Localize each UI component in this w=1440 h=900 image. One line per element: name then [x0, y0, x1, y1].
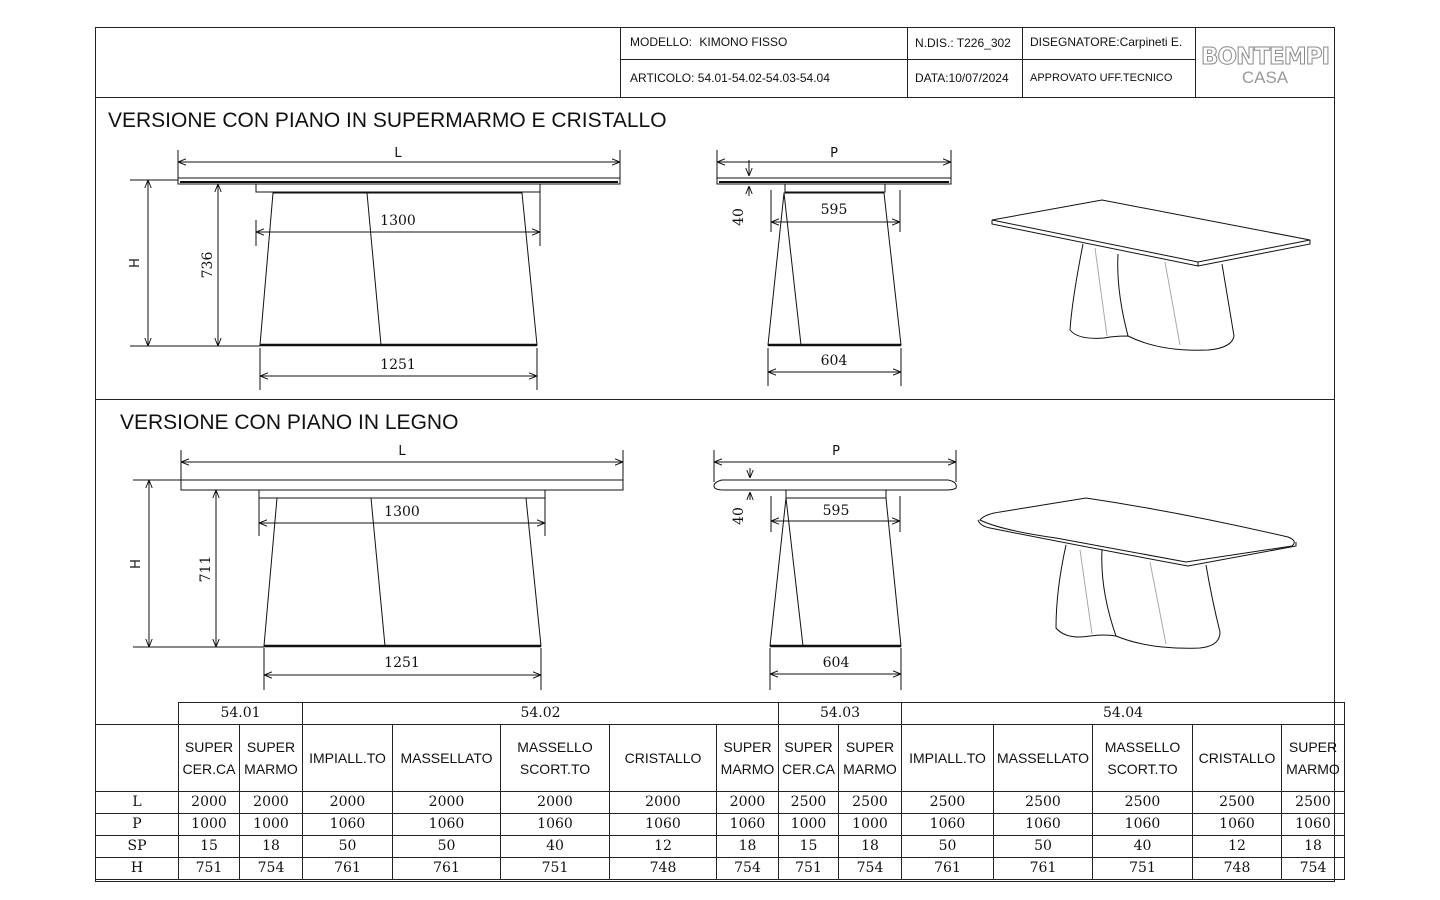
- table-cell: 2500: [779, 792, 839, 814]
- table-base: [770, 498, 901, 646]
- side-view-wood: [714, 450, 956, 690]
- side-top-width-value: 595: [820, 202, 848, 218]
- table-cell: 1060: [1282, 814, 1345, 836]
- table-cell: 50: [303, 836, 393, 858]
- table-cell: 1060: [393, 814, 501, 836]
- table-cell: 1060: [1193, 814, 1282, 836]
- table-cell: 751: [179, 858, 240, 880]
- table-cell: 12: [610, 836, 717, 858]
- table-cell: 18: [1282, 836, 1345, 858]
- perspective-view-wood: [978, 498, 1296, 648]
- approvato-field: APPROVATO UFF.TECNICO: [1030, 72, 1173, 84]
- table-cell: 761: [393, 858, 501, 880]
- table-cell: 12: [1193, 836, 1282, 858]
- depth-label: P: [832, 444, 840, 459]
- column-header-line: MARMO: [244, 761, 298, 777]
- data-field: DATA:10/07/2024: [915, 71, 1009, 85]
- height-label: H: [129, 559, 144, 569]
- section-title-wood: VERSIONE CON PIANO IN LEGNO: [120, 411, 459, 434]
- modello-label: MODELLO:: [630, 35, 693, 49]
- table-base: [264, 498, 541, 646]
- column-header-line: MARMO: [843, 761, 897, 777]
- ndis-field: N.DIS.: T226_302: [915, 36, 1011, 50]
- table-cell: 50: [393, 836, 501, 858]
- table-cell: 15: [779, 836, 839, 858]
- table-row: [96, 858, 1345, 880]
- side-top-width-value: 595: [822, 503, 850, 519]
- row-label: H: [96, 858, 179, 880]
- table-row: [96, 792, 1345, 814]
- table-frame: [259, 490, 545, 498]
- table-group-row: [96, 703, 1345, 725]
- table-cell: 761: [902, 858, 994, 880]
- column-header-line: MASSELLATO: [996, 750, 1090, 766]
- table-cell: 1000: [839, 814, 902, 836]
- column-header-line: SUPER: [184, 739, 234, 755]
- table-cell: 751: [779, 858, 839, 880]
- table-cell: 751: [1093, 858, 1193, 880]
- row-label: P: [96, 814, 179, 836]
- height-label: H: [128, 258, 143, 268]
- side-view-marble: [717, 150, 951, 386]
- table-cell: 748: [1193, 858, 1282, 880]
- thickness-value: 40: [731, 507, 747, 525]
- perspective-top: [980, 498, 1294, 562]
- column-header: [179, 725, 240, 792]
- column-header: [610, 725, 717, 792]
- column-header-line: SCORT.TO: [519, 761, 591, 777]
- table-cell: 754: [839, 858, 902, 880]
- table-cell: 2000: [717, 792, 779, 814]
- table-cell: 2500: [839, 792, 902, 814]
- column-header-line: MASSELLO: [1104, 739, 1181, 755]
- length-label: L: [394, 146, 402, 161]
- top-width-value: 1300: [384, 504, 420, 520]
- column-header: [1193, 725, 1282, 792]
- column-header: [1282, 725, 1345, 792]
- perspective-top: [992, 200, 1310, 262]
- column-header-line: MASSELLO: [517, 739, 593, 755]
- column-header: [1093, 725, 1193, 792]
- table-cell: 754: [240, 858, 303, 880]
- table-cell: 2500: [1093, 792, 1193, 814]
- column-header-line: SUPER: [723, 739, 772, 755]
- bottom-width-value: 1251: [384, 655, 420, 671]
- column-header: [839, 725, 902, 792]
- table-cell: 761: [303, 858, 393, 880]
- table-frame: [786, 490, 886, 498]
- table-cell: 1000: [240, 814, 303, 836]
- table-cell: 2000: [240, 792, 303, 814]
- modello-value: KIMONO FISSO: [699, 35, 788, 49]
- length-label: L: [398, 444, 406, 459]
- table-cell: 18: [717, 836, 779, 858]
- table-cell: 1060: [1093, 814, 1193, 836]
- perspective-view-marble: [992, 200, 1310, 350]
- table-frame: [256, 184, 540, 192]
- column-header-line: SUPER: [246, 739, 296, 755]
- table-cell: 2500: [1193, 792, 1282, 814]
- table-frame: [785, 184, 885, 192]
- base-height-value: 736: [200, 251, 216, 279]
- table-cell: 754: [717, 858, 779, 880]
- column-header-line: SUPER: [1288, 739, 1338, 755]
- thickness-value: 40: [731, 208, 747, 226]
- table-cell: 2000: [303, 792, 393, 814]
- table-cell: 2000: [501, 792, 610, 814]
- group-header: 54.01: [179, 703, 303, 725]
- table-cell: 1060: [501, 814, 610, 836]
- logo-wordmark: BONTEMPI: [1200, 44, 1330, 70]
- table-cell: 751: [501, 858, 610, 880]
- table-cell: 1060: [902, 814, 994, 836]
- table-cell: 50: [994, 836, 1093, 858]
- disegnatore-field: DISEGNATORE:Carpineti E.: [1030, 35, 1183, 49]
- table-corner: [96, 703, 179, 725]
- logo-subtitle: CASA: [1241, 68, 1289, 87]
- table-cell: 2500: [1282, 792, 1345, 814]
- articolo-field: ARTICOLO: 54.01-54.02-54.03-54.04: [630, 71, 830, 85]
- row-label-header: [96, 725, 179, 792]
- table-top: [181, 480, 623, 490]
- column-header-line: MARMO: [1286, 761, 1340, 777]
- table-cell: 18: [240, 836, 303, 858]
- column-header-line: MARMO: [720, 761, 775, 777]
- column-header-line: CER.CA: [782, 761, 835, 777]
- table-cell: 40: [501, 836, 610, 858]
- column-header-line: MASSELLATO: [400, 750, 493, 766]
- dimensions-table: [95, 702, 1345, 880]
- row-label: L: [96, 792, 179, 814]
- column-header-line: CRISTALLO: [624, 750, 702, 766]
- row-label: SP: [96, 836, 179, 858]
- table-cell: 18: [839, 836, 902, 858]
- column-header-line: SCORT.TO: [1107, 761, 1178, 777]
- table-cell: 15: [179, 836, 240, 858]
- table-cell: 761: [994, 858, 1093, 880]
- table-cell: 754: [1282, 858, 1345, 880]
- table-cell: 40: [1093, 836, 1193, 858]
- top-width-value: 1300: [380, 213, 416, 229]
- column-header-line: IMPIALL.TO: [309, 750, 386, 766]
- table-cell: 2000: [179, 792, 240, 814]
- depth-label: P: [830, 146, 838, 161]
- column-header: [779, 725, 839, 792]
- table-cell: 1060: [610, 814, 717, 836]
- bottom-width-value: 1251: [380, 357, 416, 373]
- column-header-line: CRISTALLO: [1198, 750, 1276, 766]
- column-header: [902, 725, 994, 792]
- table-cell: 1060: [303, 814, 393, 836]
- column-header: [240, 725, 303, 792]
- table-header-row: [96, 725, 1345, 792]
- side-bottom-width-value: 604: [822, 655, 850, 671]
- table-cell: 2500: [994, 792, 1093, 814]
- column-header-line: SUPER: [845, 739, 895, 755]
- table-cell: 2500: [902, 792, 994, 814]
- base-height-value: 711: [198, 555, 214, 583]
- table-row: [96, 836, 1345, 858]
- column-header: [393, 725, 501, 792]
- table-top: [714, 480, 956, 490]
- column-header-line: SUPER: [784, 739, 833, 755]
- table-cell: 1060: [717, 814, 779, 836]
- group-header: 54.02: [303, 703, 779, 725]
- column-header: [994, 725, 1093, 792]
- side-bottom-width-value: 604: [820, 353, 848, 369]
- column-header: [501, 725, 610, 792]
- column-header: [717, 725, 779, 792]
- table-cell: 748: [610, 858, 717, 880]
- table-cell: 1060: [994, 814, 1093, 836]
- table-row: [96, 814, 1345, 836]
- table-cell: 1000: [779, 814, 839, 836]
- table-cell: 50: [902, 836, 994, 858]
- group-header: 54.04: [902, 703, 1345, 725]
- table-cell: 2000: [393, 792, 501, 814]
- column-header-line: CER.CA: [182, 761, 236, 777]
- table-cell: 2000: [610, 792, 717, 814]
- column-header-line: IMPIALL.TO: [909, 750, 986, 766]
- table-cell: 1000: [179, 814, 240, 836]
- column-header: [303, 725, 393, 792]
- group-header: 54.03: [779, 703, 902, 725]
- section-title-marble: VERSIONE CON PIANO IN SUPERMARMO E CRISTALLO: [108, 109, 667, 132]
